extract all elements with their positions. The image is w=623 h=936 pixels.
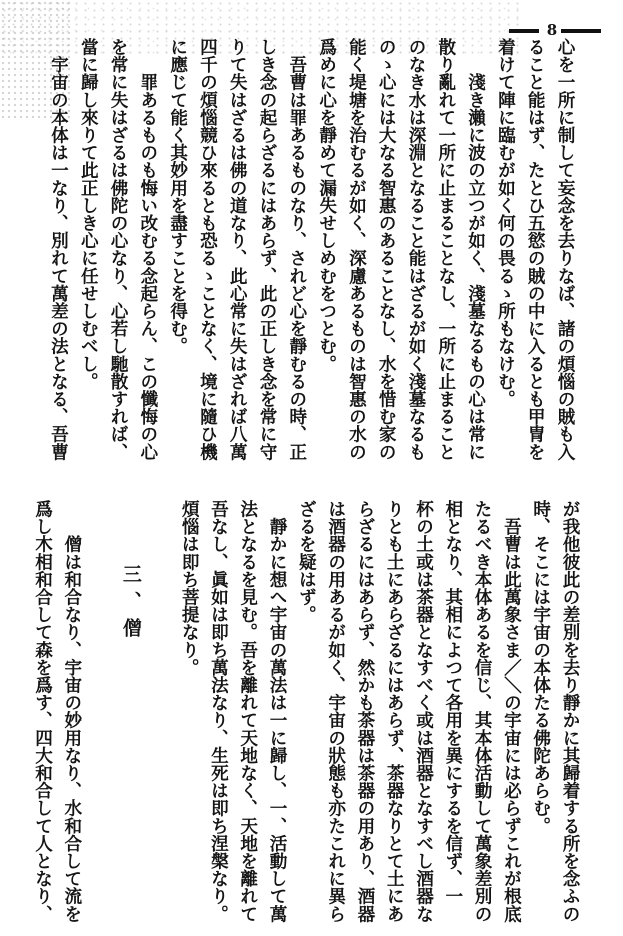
upper-text-block xyxy=(44,38,580,462)
text-column: 心を一所に制して妄念を去りなば、諸の煩惱の賊も入 xyxy=(555,38,576,461)
text-column: 能く堤塘を治むるが如く、深慮あるものは智惠の水の xyxy=(346,38,368,461)
text-column: りとも土にあらざるにはあらず、茶器なりとて土にあ xyxy=(384,500,406,923)
section-heading: 三、僧 xyxy=(119,564,142,645)
text-column: に應じて能く其妙用を盡すことを得む。 xyxy=(167,38,189,355)
text-column: らざるにはあらず、然かも茶器は茶器の用あり、酒器 xyxy=(354,500,376,923)
page-number: 8 xyxy=(546,21,558,39)
text-column: 法となるを見む。吾を離れて天地なく、天地を離れて xyxy=(237,500,259,923)
text-column: 罪あるものも悔い改むる念起らん、この懺悔の心 xyxy=(137,38,159,461)
text-column: 相となり、其相によつて各用を異にするを信ず、一 xyxy=(442,500,464,905)
text-column: 煩惱は即ち菩提なり。 xyxy=(179,500,201,676)
text-column: 爲めに心を靜めて漏失せしめむをつとむ。 xyxy=(316,38,338,373)
text-column: 靜かに想へ宇宙の萬法は一に歸し、一、活動して萬 xyxy=(267,500,289,923)
lower-text-block xyxy=(28,500,585,924)
text-column: 散り亂れて一所に止まることなし、一所に止まること xyxy=(435,38,457,461)
text-column: たるべき本体あるを信じ、其本体活動して萬象差別の xyxy=(472,500,494,923)
text-column: りて失はざるは佛の道なり、此心常に失はざれば八萬 xyxy=(227,38,249,461)
text-column: のゝ心には大なる智惠のあることなし、水を惜む家の xyxy=(376,38,398,461)
text-column: 當に歸し來りて此正しき心に任せしむべし。 xyxy=(78,38,100,390)
page-number-dash-left xyxy=(509,29,539,33)
text-column: ること能はず、たとひ五慾の賊の中に入るとも甲冑を xyxy=(525,38,547,461)
text-column: 吾曹は此萬象さま／＼の宇宙には必らずこれが根底 xyxy=(501,500,523,923)
text-column: 杯の土或は茶器となすべく或は酒器となすべし酒器な xyxy=(413,500,435,923)
text-column: 吾なし、眞如は即ち萬法なり、生死は即ち涅槃なり。 xyxy=(208,500,230,923)
text-column: を常に失はざるは佛陀の心なり、心若し馳散すれば、 xyxy=(108,38,130,461)
text-column: 四千の煩惱競ひ來るとも恐るゝことなく、境に隨ひ機 xyxy=(197,38,219,461)
text-column: 宇宙の本体は一なり、別れて萬差の法となる、吾曹 xyxy=(48,38,70,461)
lower-text-group-after-heading xyxy=(28,500,87,924)
text-column: 淺き瀨に波の立つが如く、淺墓なるもの心は常に xyxy=(465,38,487,461)
text-column: 吾曹は罪あるものなり、されど心を靜むるの時、正 xyxy=(286,38,308,461)
text-column: しき念の起らざるにはあらず、此の正しき念を常に守 xyxy=(257,38,279,461)
text-column: のなき水は深淵となること能はざるが如く淺墓なるも xyxy=(406,38,428,461)
lower-text-group xyxy=(175,500,585,924)
text-column: は酒器の用あるが如く、宇宙の狀態も亦たこれに異ら xyxy=(325,500,347,923)
text-column: 爲し木相和合して森を爲す、四大和合して人となり、 xyxy=(32,500,54,923)
text-column: 僧は和合なり、宇宙の妙用なり、水和合して流を xyxy=(61,500,83,923)
text-column: 時、そこには宇宙の本体たる佛陀あらむ。 xyxy=(530,500,552,835)
text-column: が我他彼此の差別を去り靜かに其歸着する所を念ふの xyxy=(560,500,581,923)
page-number-dash-right xyxy=(561,29,601,33)
text-column: ざるを疑はず。 xyxy=(296,500,318,624)
text-column: 着けて陣に臨むが如く何の畏るゝ所もなけむ。 xyxy=(495,38,517,408)
